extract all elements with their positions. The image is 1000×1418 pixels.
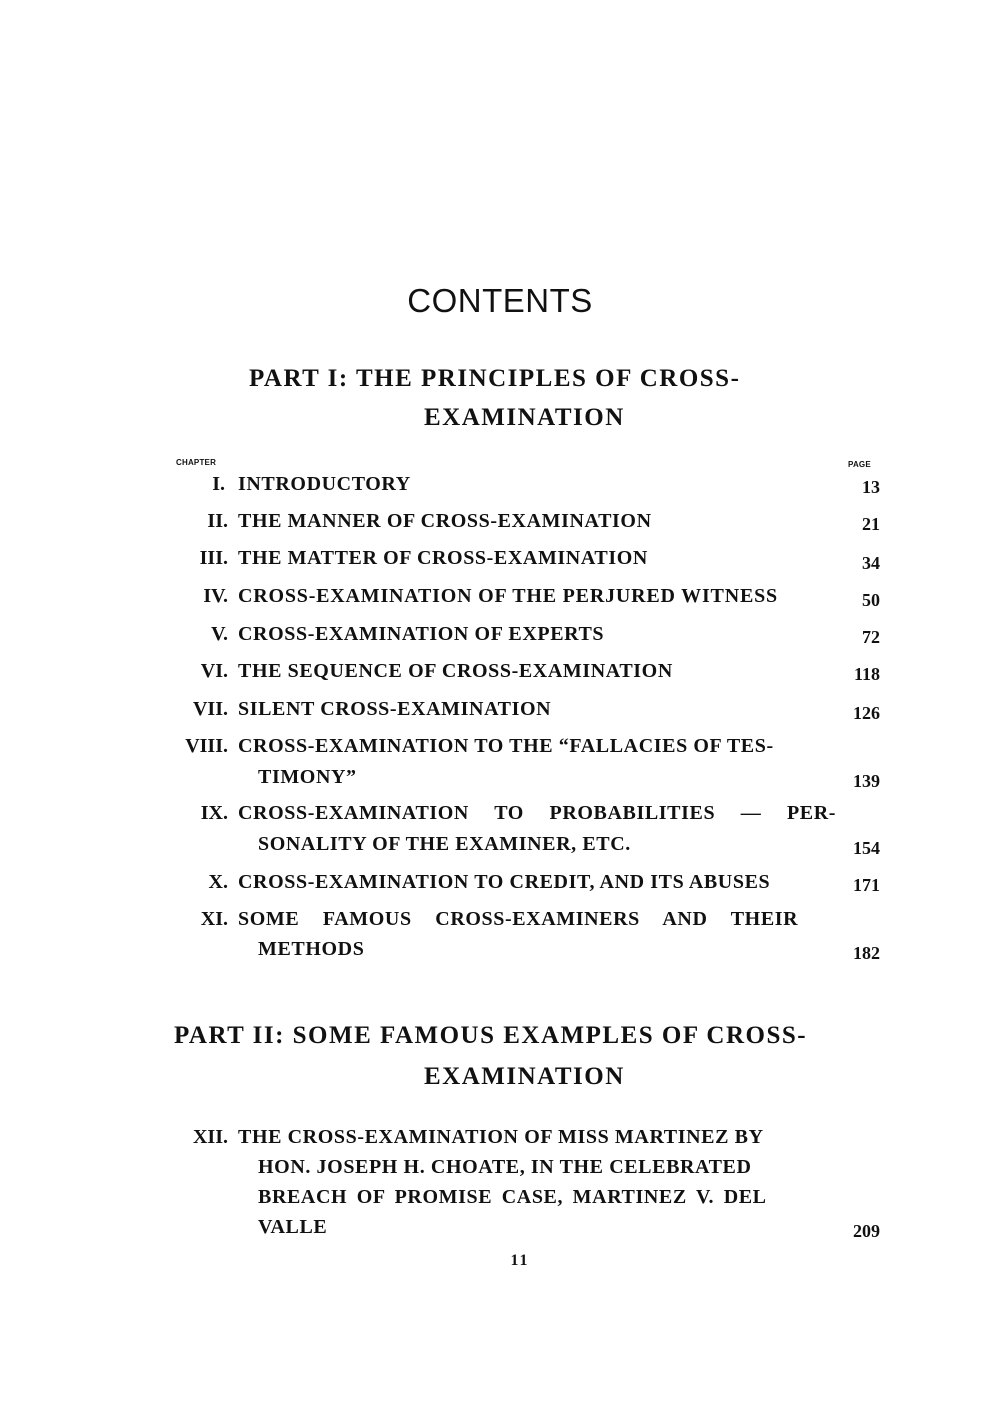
chapter-page: 126	[853, 703, 880, 723]
chapter-title-continued: METHODS	[258, 938, 365, 960]
chapter-number: V.	[211, 623, 228, 645]
chapter-title: CROSS-EXAMINATION OF EXPERTS	[238, 623, 605, 645]
part-1-heading-line-2: EXAMINATION	[424, 404, 625, 431]
chapter-number: XII.	[192, 1126, 228, 1148]
chapter-title-continued: BREACH OF PROMISE CASE, MARTINEZ V. DEL	[258, 1186, 767, 1208]
page-column-label: PAGE	[848, 460, 871, 469]
chapter-title-continued: VALLE	[258, 1216, 328, 1238]
chapter-page: 209	[853, 1221, 880, 1241]
page-folio: 11	[510, 1252, 530, 1269]
chapter-title: INTRODUCTORY	[238, 473, 411, 495]
chapter-page: 171	[853, 875, 880, 895]
chapter-title-continued: TIMONY”	[258, 766, 357, 788]
chapter-number: VII.	[192, 698, 228, 720]
chapter-title: THE MANNER OF CROSS-EXAMINATION	[238, 510, 652, 532]
page-title: CONTENTS	[407, 282, 593, 319]
chapter-page: 139	[853, 771, 880, 791]
chapter-page: 13	[862, 477, 880, 497]
chapter-number: VI.	[200, 660, 228, 682]
chapter-page: 154	[853, 838, 880, 858]
chapter-number: III.	[199, 547, 228, 569]
chapter-number: VIII.	[185, 735, 228, 757]
chapter-column-label: CHAPTER	[176, 458, 217, 467]
chapter-number: II.	[207, 510, 228, 532]
chapter-title: THE MATTER OF CROSS-EXAMINATION	[238, 547, 648, 569]
chapter-page: 50	[862, 590, 880, 610]
chapter-page: 34	[862, 553, 880, 573]
chapter-page: 21	[862, 514, 880, 534]
part-2-heading-line-1: PART II: SOME FAMOUS EXAMPLES OF CROSS-	[174, 1022, 808, 1049]
chapter-title-continued: HON. JOSEPH H. CHOATE, IN THE CELEBRATED	[258, 1156, 752, 1178]
chapter-page: 182	[853, 943, 880, 963]
chapter-number: XI.	[200, 908, 228, 930]
chapter-title: CROSS-EXAMINATION TO CREDIT, AND ITS ABUSES	[238, 871, 771, 893]
chapter-number: I.	[212, 473, 225, 495]
chapter-number: IX.	[200, 802, 228, 824]
chapter-title: SOME FAMOUS CROSS-EXAMINERS AND THEIR	[238, 908, 799, 930]
chapter-number: X.	[208, 871, 228, 893]
chapter-title-continued: SONALITY OF THE EXAMINER, ETC.	[258, 833, 631, 855]
chapter-title: THE CROSS-EXAMINATION OF MISS MARTINEZ BY	[238, 1126, 764, 1148]
part-2-heading-line-2: EXAMINATION	[424, 1063, 625, 1090]
chapter-title: CROSS-EXAMINATION TO PROBABILITIES — PER-	[238, 802, 837, 824]
chapter-page: 118	[853, 664, 880, 684]
chapter-number: IV.	[203, 585, 228, 607]
chapter-page: 72	[862, 627, 880, 647]
chapter-title: CROSS-EXAMINATION OF THE PERJURED WITNESS	[238, 585, 778, 607]
chapter-title: CROSS-EXAMINATION TO THE “FALLACIES OF TES-	[238, 735, 774, 757]
part-1-heading-line-1: PART I: THE PRINCIPLES OF CROSS-	[249, 365, 741, 392]
chapter-title: THE SEQUENCE OF CROSS-EXAMINATION	[238, 660, 673, 682]
chapter-title: SILENT CROSS-EXAMINATION	[238, 698, 552, 720]
